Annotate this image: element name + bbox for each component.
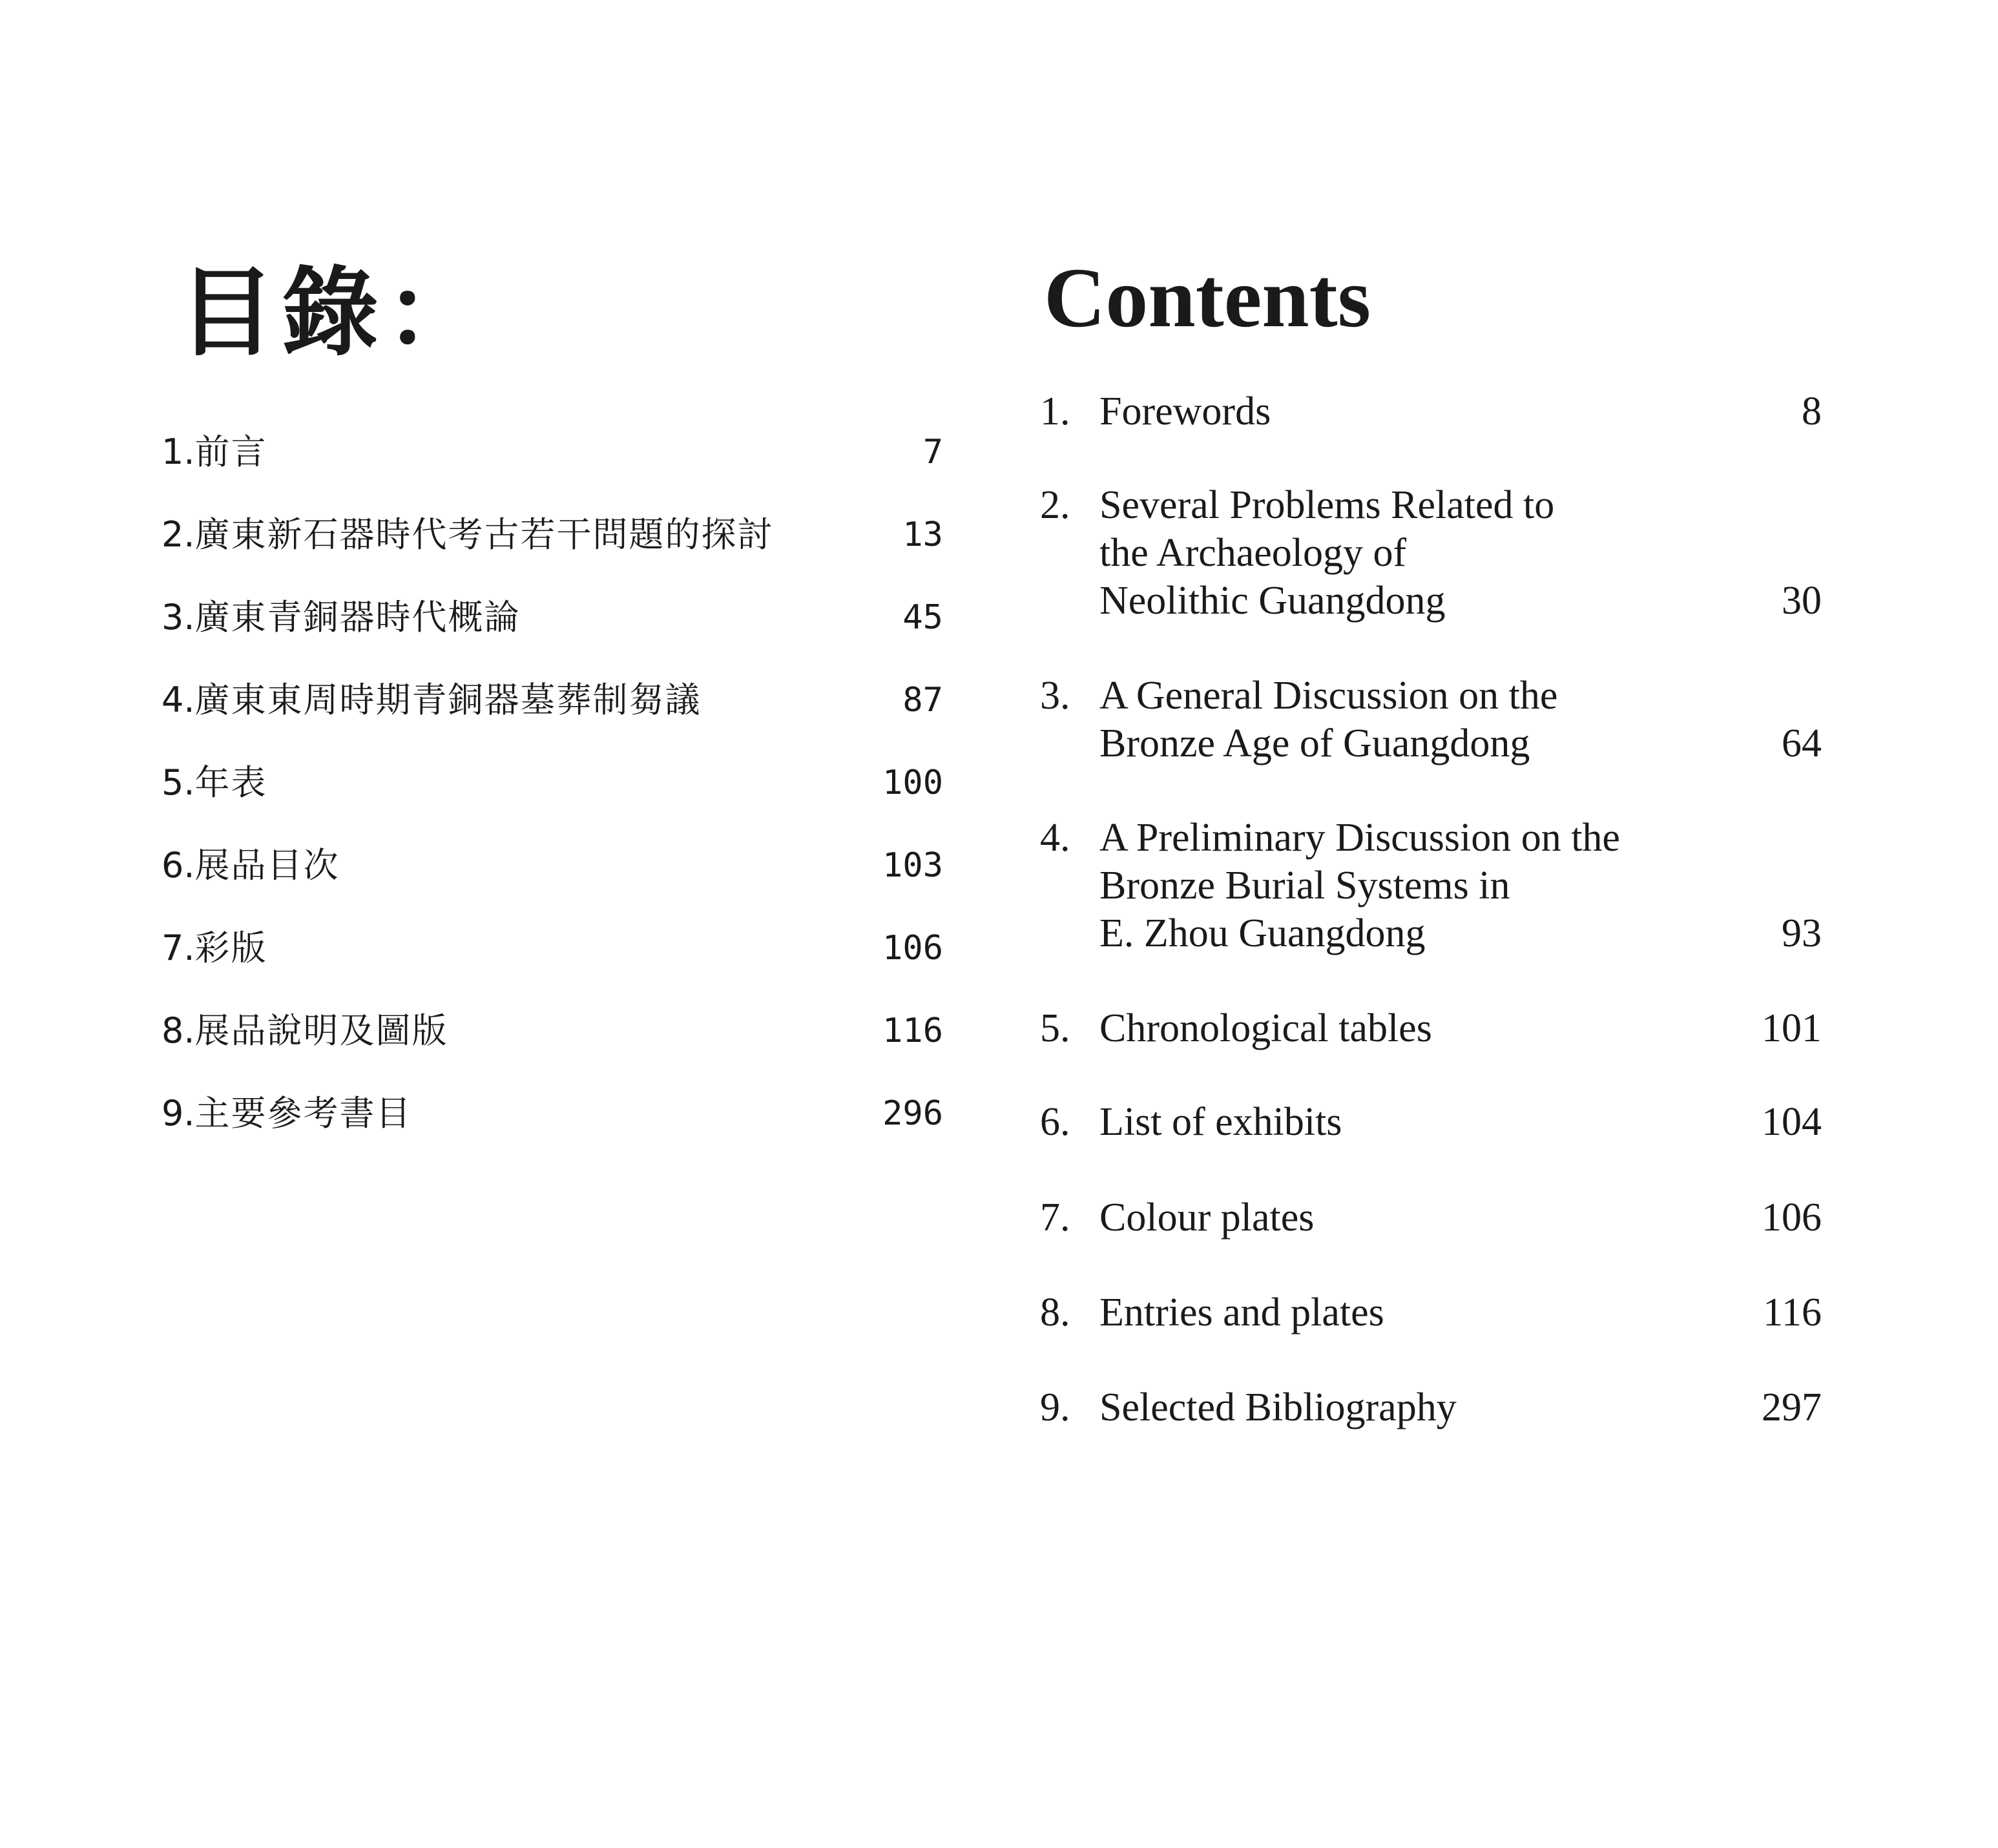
- zh-toc-entry-page: 100: [882, 763, 943, 802]
- en-toc-entry-title-line: Bronze Burial Systems in: [1099, 864, 1510, 908]
- en-toc-entry-page: 106: [1762, 1196, 1822, 1240]
- zh-toc-entry-number: 9.: [161, 1093, 195, 1134]
- zh-contents-title: 目錄：: [178, 257, 489, 369]
- en-toc-entry-title-line: Colour plates: [1099, 1196, 1315, 1240]
- en-toc-entry: [1040, 1004, 1822, 1052]
- zh-toc-entry-page: 103: [882, 846, 943, 885]
- en-toc-entry: [1040, 481, 1822, 625]
- zh-toc-entry-title: 主要參考書目: [194, 1093, 412, 1134]
- en-toc-entry-number: 1.: [1040, 389, 1070, 433]
- zh-toc-entry-number: 2.: [161, 514, 195, 555]
- zh-toc-entry-title: 年表: [194, 762, 267, 803]
- en-toc-entry-number: 4.: [1040, 816, 1070, 860]
- zh-toc-entry-number: 8.: [161, 1010, 195, 1051]
- en-toc-entry: [1040, 814, 1822, 957]
- en-toc-entry-title: [1099, 1098, 1745, 1146]
- en-toc-entry-title: [1099, 814, 1745, 957]
- en-toc-entry-page: 297: [1762, 1386, 1822, 1429]
- en-toc-entry-title: [1099, 388, 1745, 435]
- en-toc-entry-title-line: Bronze Age of Guangdong: [1099, 722, 1530, 765]
- en-toc-entry-number: 8.: [1040, 1291, 1070, 1334]
- en-toc-entry-title-line: Selected Bibliography: [1099, 1386, 1457, 1429]
- en-toc-entry-page: 101: [1762, 1006, 1822, 1050]
- en-toc-entry-page: 104: [1762, 1100, 1822, 1144]
- en-toc-entry-title-line: Several Problems Related to: [1099, 483, 1555, 527]
- en-toc-entry: [1040, 388, 1822, 435]
- en-toc-entry-title-line: Entries and plates: [1099, 1291, 1384, 1334]
- en-toc-entry-page: 8: [1802, 389, 1822, 433]
- zh-toc-entry: [161, 1005, 943, 1057]
- zh-toc-entry-page: 7: [922, 433, 943, 472]
- en-toc-entry: [1040, 1194, 1822, 1241]
- en-toc-entry-number: 2.: [1040, 483, 1070, 527]
- zh-toc-entry: [161, 1088, 943, 1139]
- zh-toc-entry-page: 296: [882, 1094, 943, 1133]
- en-toc-entry-title: [1099, 1004, 1745, 1052]
- en-toc-entry-title-line: Neolithic Guangdong: [1099, 579, 1446, 623]
- zh-toc-entry-page: 87: [902, 681, 943, 720]
- zh-toc-entry-page: 116: [882, 1012, 943, 1050]
- en-toc-entry: [1040, 1384, 1822, 1431]
- zh-toc-entry-number: 6.: [161, 845, 195, 886]
- en-toc-entry-title-line: List of exhibits: [1099, 1100, 1342, 1144]
- en-toc-entry-page: 64: [1782, 722, 1822, 765]
- en-toc-entry-title-line: the Archaeology of: [1099, 531, 1407, 575]
- en-toc-entry-title-line: A General Discussion on the: [1099, 674, 1558, 718]
- en-toc-entry-title-line: A Preliminary Discussion on the: [1099, 816, 1620, 860]
- zh-toc-entry: [161, 922, 943, 974]
- zh-toc-entry-title: 廣東新石器時代考古若干問題的探討: [194, 514, 774, 555]
- en-contents-title: Contents: [1044, 250, 1371, 345]
- zh-toc-entry-title: 廣東青銅器時代概論: [194, 597, 521, 638]
- en-toc-entry-number: 5.: [1040, 1006, 1070, 1050]
- zh-toc-entry-title: 前言: [194, 431, 267, 472]
- en-toc-entry-title-line: Chronological tables: [1099, 1006, 1432, 1050]
- en-toc-entry: [1040, 1098, 1822, 1146]
- en-toc-entry-title: [1099, 481, 1745, 625]
- zh-toc-entry-page: 106: [882, 929, 943, 968]
- zh-toc-entry: [161, 509, 943, 561]
- en-toc-entry-page: 30: [1782, 579, 1822, 623]
- en-toc-entry: [1040, 672, 1822, 767]
- zh-toc-entry-number: 4.: [161, 680, 195, 720]
- en-toc-entry-title-line: E. Zhou Guangdong: [1099, 911, 1426, 955]
- en-toc-entry-number: 6.: [1040, 1100, 1070, 1144]
- en-toc-entry: [1040, 1289, 1822, 1336]
- en-toc-entry-title-line: Forewords: [1099, 389, 1271, 433]
- zh-toc-entry-number: 3.: [161, 597, 195, 638]
- zh-toc-entry-number: 7.: [161, 928, 195, 968]
- en-toc-entry-number: 9.: [1040, 1386, 1070, 1429]
- zh-toc-entry: [161, 592, 943, 643]
- zh-toc-entry-page: 45: [902, 598, 943, 637]
- en-toc-entry-number: 3.: [1040, 674, 1070, 718]
- en-toc-entry-title: [1099, 672, 1745, 767]
- zh-toc-entry-number: 1.: [161, 431, 195, 472]
- zh-toc-entry-title: 廣東東周時期青銅器墓葬制芻議: [194, 680, 702, 720]
- zh-toc-entry: [161, 426, 943, 478]
- zh-toc-entry: [161, 674, 943, 726]
- zh-toc-entry-title: 彩版: [194, 928, 267, 968]
- zh-toc-entry-title: 展品目次: [194, 845, 340, 886]
- en-toc-entry-page: 93: [1782, 911, 1822, 955]
- zh-toc-entry: [161, 840, 943, 891]
- zh-toc-entry: [161, 757, 943, 809]
- zh-toc-entry-number: 5.: [161, 762, 195, 803]
- en-toc-entry-title: [1099, 1384, 1745, 1431]
- en-toc-entry-title: [1099, 1289, 1745, 1336]
- en-toc-entry-number: 7.: [1040, 1196, 1070, 1240]
- en-toc-entry-page: 116: [1763, 1291, 1822, 1334]
- en-toc-entry-title: [1099, 1194, 1745, 1241]
- zh-toc-entry-title: 展品說明及圖版: [194, 1010, 448, 1051]
- zh-toc-entry-page: 13: [902, 515, 943, 554]
